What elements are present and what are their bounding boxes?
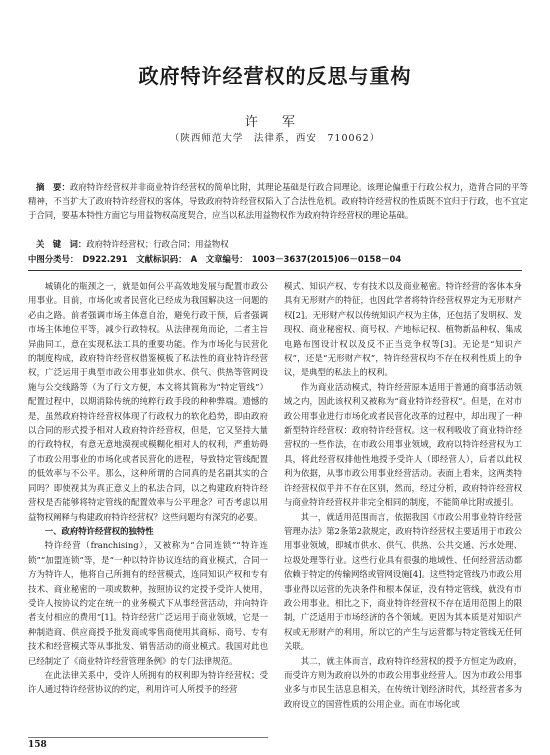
page-number: 158 — [28, 740, 47, 750]
paper-title: 政府特许经营权的反思与重构 — [138, 64, 412, 88]
intro-paragraph: 城镇化的瓶颈之一，就是如何公平高效地发展与配置市政公用事业。目前，市场化或者民营化已经成为我国解决这一问题的必由之路。前者强调市场主体意自治，避免行政干预，后者强调市场主体地位平等，减少行政特权。从法律视角而论，二者主旨异曲同工，意在实现私法工具的重要功能。作为市场化与民营化的制度构成，政府特许经营权借鉴模板了私法性的商业特许经营权，广泛运用于典型市政公用事业如供水、供气、供热等管网设施与公交线路等（为了行文方便，本文将其简称为“特定管线”）配置过程中，以期消除传统的纯粹行政手段的种种弊端。遗憾的是，虽然政府特许经营权体现了行政权力的软化趋势，即由政府以合同的形式授予相对人政府特许经营权，但是，它又坚持大量的行政特权，有意无意地漠视或模糊化相对人的权利，严重妨碍了市政公用事业的市场化或者民营化的进程，导致特定管线配置的低效率与不公平。那么，这种所谓的合同真的是名副其实的合同吗？即使视其为真正意义上的私法合同，以之构建政府特许经营权是否能够将特定管线的配置效率与公平理念？可否考虑以用益物权阐释与构建政府特许经营权？这些问题均有深究的必要。 — [28, 281, 268, 522]
author-name: 许 军 — [244, 115, 306, 130]
keywords-line — [36, 238, 526, 250]
keywords-label: 关 键 词： — [36, 239, 87, 249]
section-heading-1: 一、政府特许经营权的独特性 — [44, 525, 154, 536]
body-paragraph: 在此法律关系中，受许人所拥有的权利即为特许经营权；受许人通过特许经营协议的约定，利用许可人所授予的经营 — [28, 669, 268, 695]
body-paragraph: 其一，就适用范围而言，依据我国《市政公用事业特许经营管理办法》第2条第2款规定，政府特许经营权主要适用于市政公用事业领域，即城市供水、供气、供热、公共交通、污水处理、垃圾处理等行业。这些行业具有很强的地域性、任何经营活动都依赖于特定的传输网络或管网设施[4]。这些特定管线乃市政公用事业得以运营的先决条件和根本保证，没有特定管线，就没有市政公用事业。相比之下，商业特许经营权不存在适用范围上的限制，广泛适用于市场经济的各个领域。更因为其本质是对知识产权或无形财产的利用，所以它的产生与运营都与特定管线无任何关联。 — [284, 511, 522, 652]
body-paragraph: 其二，就主体而言，政府特许经营权的授予方恒定为政府，而受许方则为政府以外的市政公用事业经营人。因为市政公用事业多与市民生活息息相关，在传统计划经济时代，其经营者多为政府设立的国营性质的公用企业。而在市场化或 — [284, 655, 522, 709]
abstract-label: 摘 要： — [36, 182, 70, 192]
abstract-block — [28, 180, 528, 222]
author-affiliation: （陕西师范大学 法律系，西安 710062） — [169, 133, 381, 144]
article-number: 文章编号： 1003－3637(2015)06－0158－04 — [205, 254, 402, 264]
footer-divider — [28, 737, 268, 738]
classification-line — [28, 253, 528, 265]
body-paragraph: 作为商业活动模式，特许经营原本适用于普通的商事活动领域之内，因此该权利又被称为“商业特许经营权”。但是，在对市政公用事业进行市场化或者民营化改革的过程中，却出现了一种新型特许经营权：政府特许经营权。这一权利吸收了商业特许经营权的一些作法，在市政公用事业领域，政府以特许经营权为工具，将此经营权排他性地授予受许人（即经营人），后者以此权利为依据，从事市政公用事业经营活动。表面上看来，这两类特许经营权似乎并不存在区别，然而，经过分析，政府特许经营权与商业特许经营权并非完全相同的制度，不能简单比附或援引。 — [284, 381, 522, 508]
body-paragraph: 特许经营（franchising），又被称为“合同连锁”“特许连锁”“加盟连锁”等，是“一种以特许协议连结的商业模式，合同一方为特许人，他将自己所拥有的经营模式，连同知识产权和专有技术、商业秘密的一项或数种，按照协议约定授予受许人使用，受许人按协议约定在统一的业务模式下从事经营活动，并向特许者支付相应的费用”[1]。特许经营广泛运用于商业领域，它是一种制造商、供应商授予批发商或零售商使用其商标、商号、专有技术和经营模式等从事批发、销售活动的商业模式。我国对此也已经制定了《商业特许经营管理条例》的专门法律规范。 — [28, 540, 268, 666]
body-paragraph: 模式、知识产权、专有技术以及商业秘密。特许经营的客体本身具有无形财产的特征，也因此学者将特许经营权界定为无形财产权[2]。无形财产权以传统知识产权为主体，还包括了发明权、发现权、商业秘密权、商号权、产地标记权、植物新品种权、集成电路布图设计权以及反不正当竞争权等[3]。无论是“知识产权”，还是“无形财产权”，特许经营权均不存在权利性质上的争议，是典型的私法上的权利。 — [284, 281, 522, 378]
keywords-text: 政府特许经营权；行政合同；用益物权 — [86, 239, 229, 249]
right-column — [284, 279, 522, 711]
document-code: 文献标识码： A — [136, 254, 198, 264]
header-divider — [28, 270, 522, 271]
abstract-text: 政府特许经营权并非商业特许经营权的简单比附，其理论基础是行政合同理论。该理论偏重于行政公权力，造背合同的平等精神，不当扩大了政府特许经营权的客体，导致政府特许经营权陷入了合法性危机。政府特许经营权的性质既不宜归于行政，也不宜定于合同，要基本特性方面它与用益物权高度契合，应当以私法用益物权作为政府特许经营权的理论基础。 — [28, 182, 529, 220]
left-column — [28, 279, 268, 697]
clc-number: 中图分类号： D922.291 — [28, 254, 128, 264]
